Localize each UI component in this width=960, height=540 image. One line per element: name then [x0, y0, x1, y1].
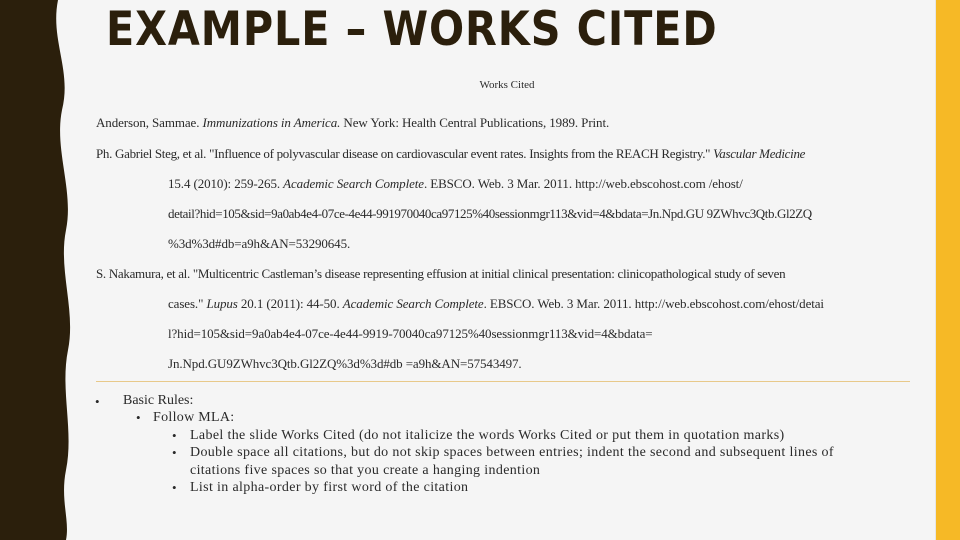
bullet-level-3: • [172, 480, 177, 495]
bullet-level-3: • [172, 428, 177, 443]
citation-2-access: . EBSCO. Web. 3 Mar. 2011. http://web.ebscohost.com /ehost/ [423, 176, 743, 191]
citation-2-authors-title: Ph. Gabriel Steg, et al. "Influence of polyvascular disease on cardiovascular event rates. Insights from the REACH Registry." [96, 146, 714, 161]
citation-3-database: Academic Search Complete [342, 296, 484, 311]
slide-title: EXAMPLE – WORKS CITED [106, 2, 718, 57]
citation-3-line-4: Jn.Npd.GU9ZWhvc3Qtb.Gl2ZQ%3d%3d#db =a9h&AN=57543497. [168, 356, 522, 371]
divider-line [96, 381, 910, 382]
citation-2-database: Academic Search Complete [283, 176, 424, 191]
citation-3-line-1: S. Nakamura, et al. "Multicentric Castleman’s disease representing effusion at initial clinical presentation: clinicopathological study of seven [96, 266, 786, 281]
rule-item: Label the slide Works Cited (do not italicize the words Works Cited or put them in quotation marks) [190, 428, 785, 443]
works-cited-heading: Works Cited [479, 79, 535, 91]
citation-2-line-2 [168, 176, 743, 192]
bullet-level-2: • [136, 410, 141, 425]
rule-item: Double space all citations, but do not skip spaces between entries; indent the second and subsequent lines of [190, 445, 834, 460]
citation-2-line-4: %3d%3d#db=a9h&AN=53290645. [168, 236, 351, 251]
citation-3-access: . EBSCO. Web. 3 Mar. 2011. http://web.ebscohost.com/ehost/detai [483, 296, 824, 311]
bullet-level-1: • [95, 394, 100, 409]
rule-item: List in alpha-order by first word of the citation [190, 480, 469, 495]
rules-follow-mla: Follow MLA: [153, 410, 235, 425]
citation-1-line-1 [96, 115, 609, 131]
citation-3-volume: 20.1 (2011): 44-50. [237, 296, 343, 311]
citation-1-publication: New York: Health Central Publications, 1989. Print. [340, 115, 610, 130]
citation-3-title-end: cases." [168, 296, 207, 311]
citation-1-title: Immunizations in America. [202, 115, 341, 130]
citation-3-journal: Lupus [206, 296, 238, 311]
rule-item-continuation: citations five spaces so that you create a hanging indention [190, 463, 541, 478]
citation-2-journal: Vascular Medicine [713, 146, 806, 161]
citation-3-line-2 [168, 296, 824, 312]
citation-2-line-3: detail?hid=105&sid=9a0ab4e4-07ce-4e44-991970040ca97125%40sessionmgr113&vid=4&bdata=Jn.Npd.GU 9ZWhvc3Qtb.Gl2ZQ [168, 206, 812, 221]
citation-1-author: Anderson, Sammae. [96, 115, 203, 130]
citation-3-line-3: l?hid=105&sid=9a0ab4e4-07ce-4e44-9919-70040ca97125%40sessionmgr113&vid=4&bdata= [168, 326, 653, 341]
citation-2-volume: 15.4 (2010): 259-265. [168, 176, 284, 191]
citation-2-line-1 [96, 146, 805, 162]
rules-heading: Basic Rules: [123, 393, 194, 408]
bullet-level-3: • [172, 445, 177, 460]
